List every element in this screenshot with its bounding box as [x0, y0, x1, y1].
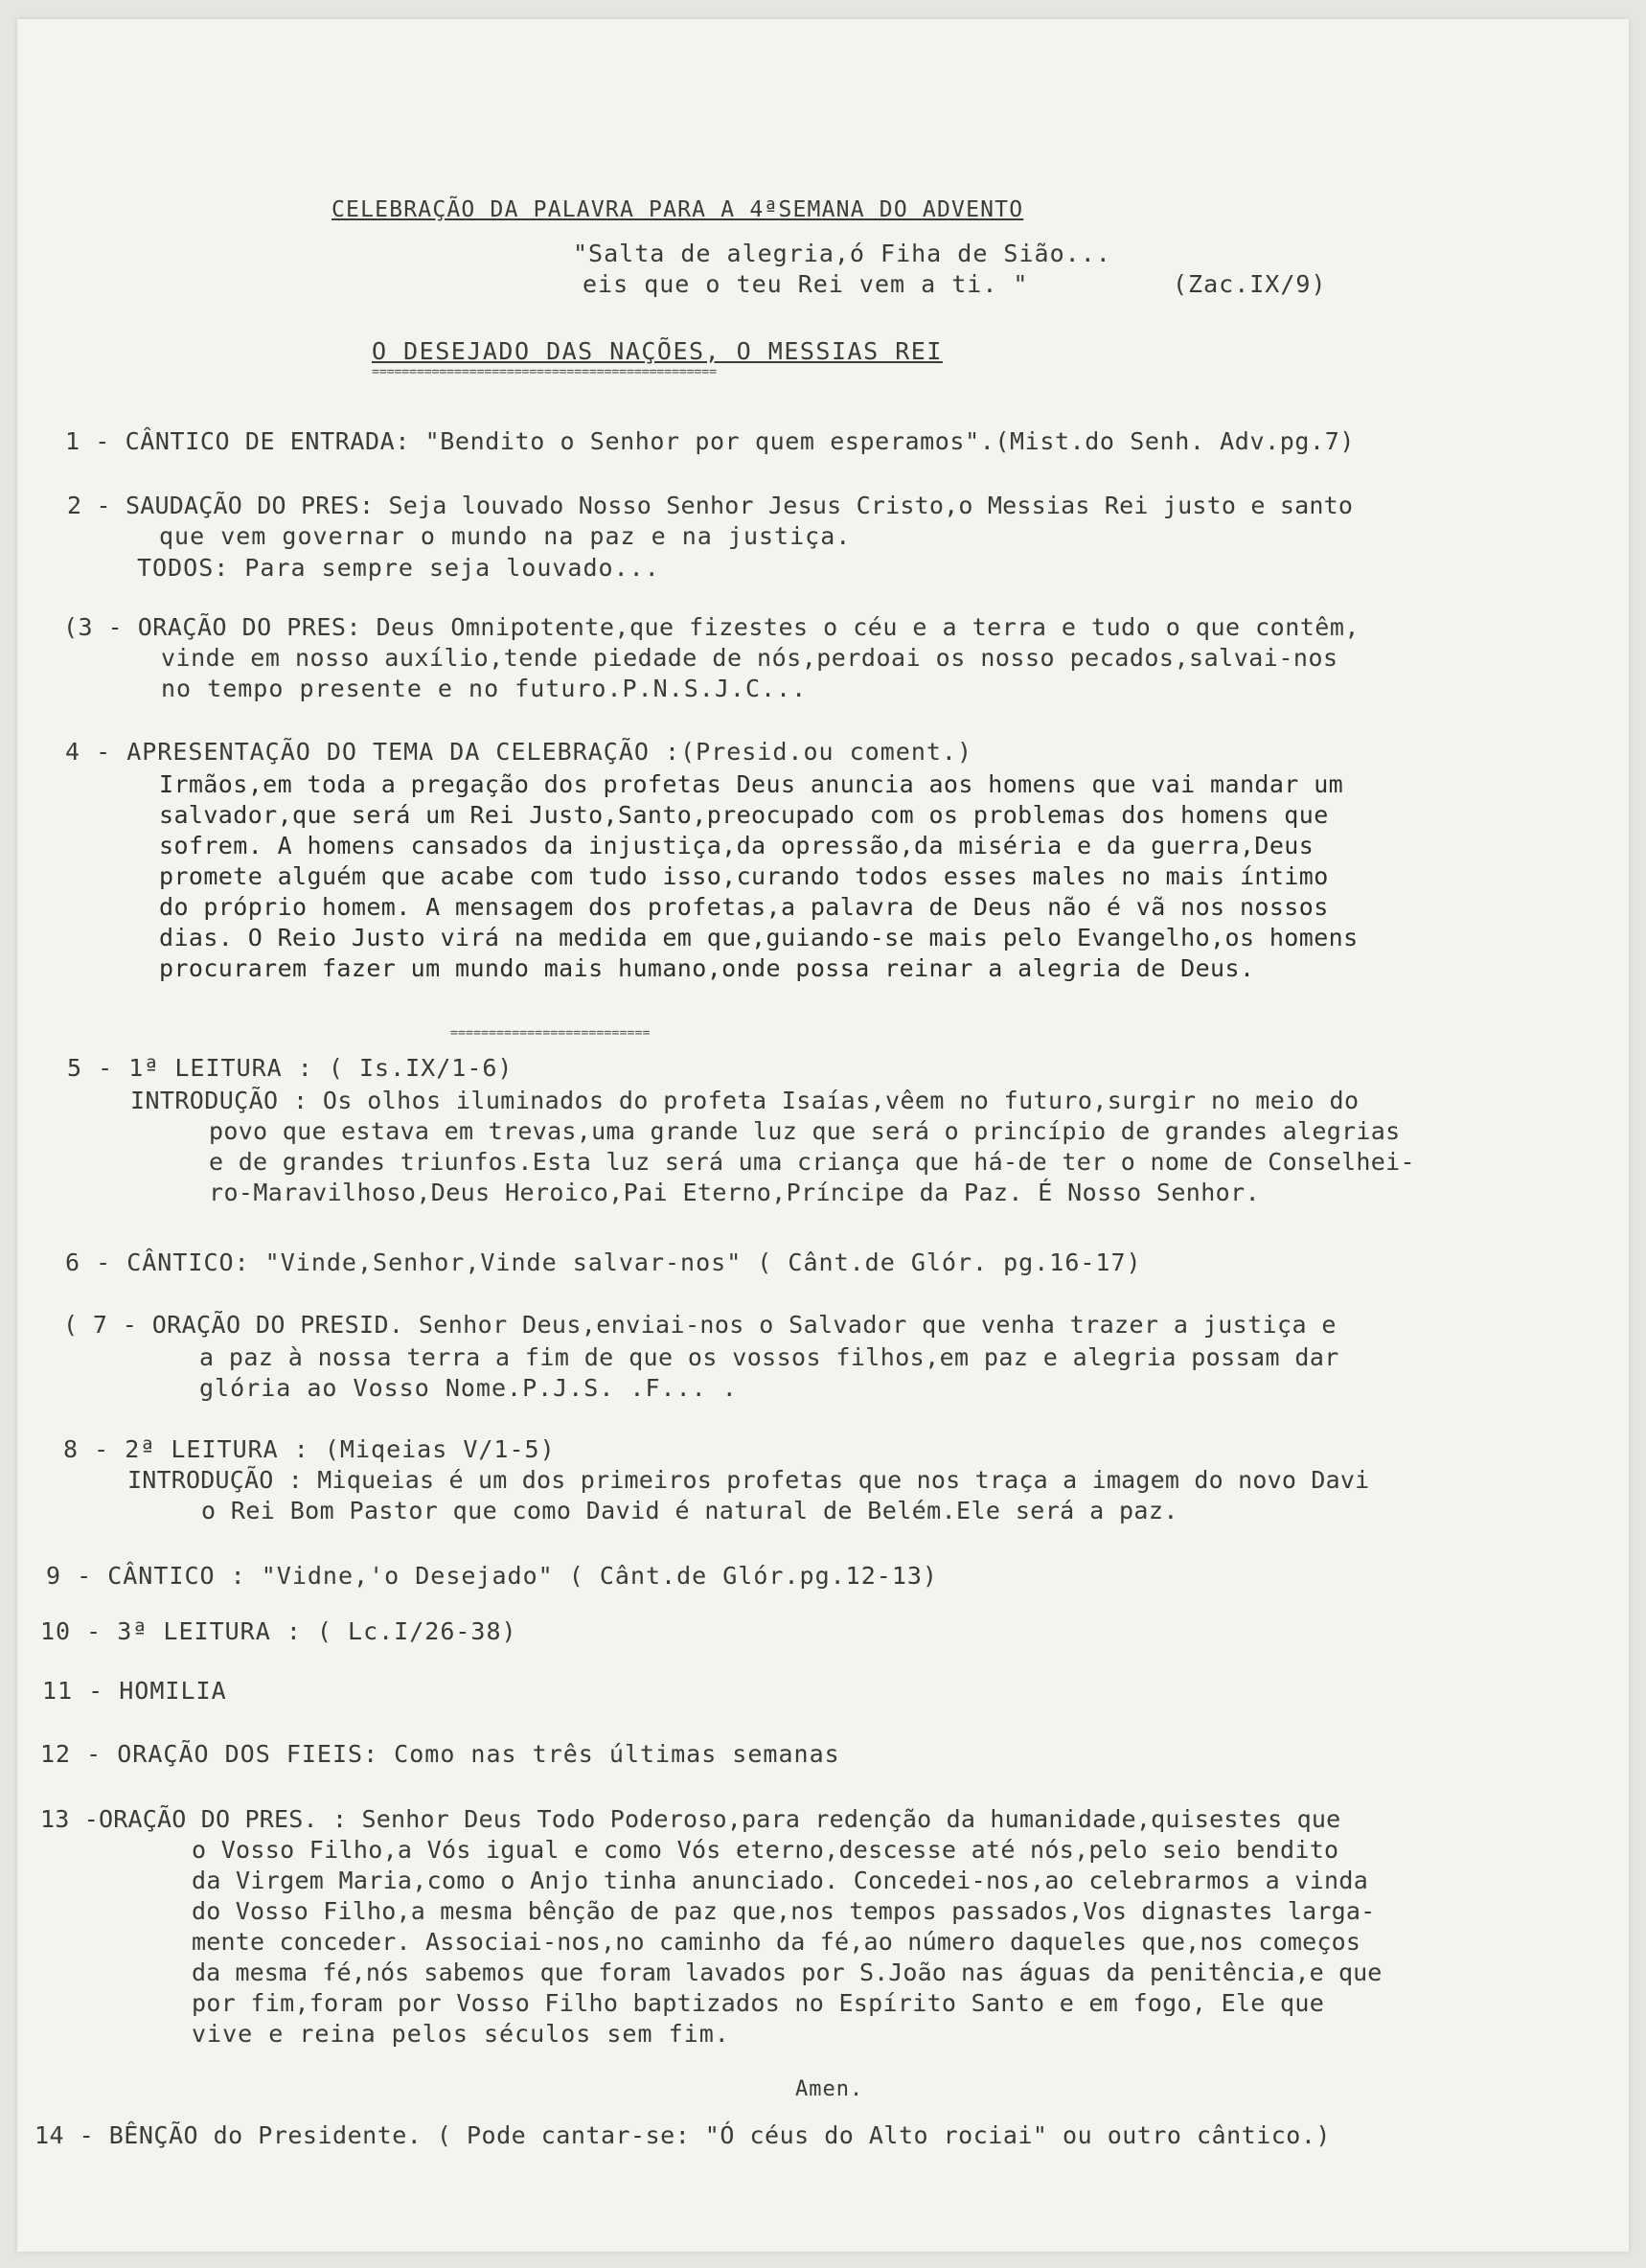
item-13-prayer-line: vive e reina pelos séculos sem fim.: [192, 2020, 730, 2048]
document-page: [17, 19, 1629, 2252]
amen-response: Amen.: [795, 2077, 864, 2101]
item-4-text-line: salvador,que será um Rei Justo,Santo,preocupado com os problemas dos homens que: [159, 801, 1329, 829]
epigraph-line: "Salta de alegria,ó Fiha de Sião...: [573, 240, 1111, 267]
item-4-text-line: dias. O Reio Justo virá na medida em que,guiando-se mais pelo Evangelho,os homens: [159, 924, 1359, 951]
item-10-gospel-reading: 10 - 3ª LEITURA : ( Lc.I/26-38): [40, 1617, 517, 1645]
item-2-greeting: 2 - SAUDAÇÃO DO PRES: Seja louvado Nosso Senhor Jesus Cristo,o Messias Rei justo e santo: [67, 492, 1354, 519]
item-13-prayer-line: o Vosso Filho,a Vós igual e como Vós eterno,descesse até nós,pelo seio bendito: [192, 1836, 1339, 1864]
subtitle-rule: ==============================================: [372, 365, 718, 379]
item-8-second-reading: 8 - 2ª LEITURA : (Miqeias V/1-5): [63, 1435, 556, 1463]
epigraph-reference: (Zac.IX/9): [1173, 270, 1327, 298]
item-13-prayer-line: da Virgem Maria,como o Anjo tinha anunciado. Concedei-nos,ao celebrarmos a vinda: [192, 1867, 1369, 1894]
item-3-opening-prayer: (3 - ORAÇÃO DO PRES: Deus Omnipotente,que fizestes o céu e a terra e tudo o que contêm,: [63, 613, 1360, 641]
item-8-introduction: INTRODUÇÃO : Miqueias é um dos primeiros profetas que nos traça a imagem do novo Davi: [127, 1466, 1370, 1494]
epigraph-line: eis que o teu Rei vem a ti. ": [583, 270, 1029, 298]
item-4-theme-presentation: 4 - APRESENTAÇÃO DO TEMA DA CELEBRAÇÃO :(Presid.ou coment.): [65, 738, 973, 766]
item-5-text-line: ro-Maravilhoso,Deus Heroico,Pai Eterno,Príncipe da Paz. É Nosso Senhor.: [209, 1179, 1261, 1206]
item-13-prayer-line: mente conceder. Associai-nos,no caminho da fé,ao número daqueles que,nos começos: [192, 1928, 1361, 1956]
item-5-first-reading: 5 - 1ª LEITURA : ( Is.IX/1-6): [67, 1054, 514, 1082]
item-5-text-line: e de grandes triunfos.Esta luz será uma criança que há-de ter o nome de Conselhei-: [209, 1148, 1415, 1176]
item-7-presider-prayer: ( 7 - ORAÇÃO DO PRESID. Senhor Deus,enviai-nos o Salvador que venha trazer a justiça e: [63, 1311, 1337, 1339]
item-2-greeting-line: que vem governar o mundo na paz e na justiça.: [159, 522, 852, 550]
item-4-text-line: do próprio homem. A mensagem dos profetas,a palavra de Deus não é vã nos nossos: [159, 893, 1329, 921]
item-5-text-line: povo que estava em trevas,uma grande luz que será o princípio de grandes alegrias: [209, 1117, 1401, 1145]
item-13-prayer-line: da mesma fé,nós sabemos que foram lavados por S.João nas águas da penitência,e que: [192, 1959, 1383, 1986]
item-13-closing-prayer: 13 -ORAÇÃO DO PRES. : Senhor Deus Todo Poderoso,para redenção da humanidade,quisestes que: [40, 1805, 1341, 1833]
document-title: CELEBRAÇÃO DA PALAVRA PARA A 4ªSEMANA DO ADVENTO: [331, 197, 1024, 222]
item-4-text-line: promete alguém que acabe com tudo isso,curando todos esses males no mais íntimo: [159, 862, 1329, 890]
item-8-text-line: o Rei Bom Pastor que como David é natural de Belém.Ele será a paz.: [201, 1497, 1178, 1524]
item-7-prayer-line: glória ao Vosso Nome.P.J.S. .F... .: [199, 1374, 738, 1402]
item-4-text-line: sofrem. A homens cansados da injustiça,da opressão,da miséria e da guerra,Deus: [159, 832, 1315, 859]
item-5-introduction: INTRODUÇÃO : Os olhos iluminados do profeta Isaías,vêem no futuro,surgir no meio do: [130, 1087, 1360, 1114]
item-3-prayer-line: no tempo presente e no futuro.P.N.S.J.C...: [161, 675, 808, 702]
item-9-hymn: 9 - CÂNTICO : "Vidne,'o Desejado" ( Cânt.de Glór.pg.12-13): [46, 1562, 938, 1590]
item-1-entrance-hymn: 1 - CÂNTICO DE ENTRADA: "Bendito o Senhor por quem esperamos".(Mist.do Senh. Adv.pg.7): [65, 427, 1356, 455]
item-13-prayer-line: do Vosso Filho,a mesma bênção de paz que,nos tempos passados,Vos dignastes larga-: [192, 1897, 1376, 1925]
item-13-prayer-line: por fim,foram por Vosso Filho baptizados no Espírito Santo e em fogo, Ele que: [192, 1989, 1325, 2017]
section-divider: ==========================: [450, 1026, 651, 1041]
item-6-hymn: 6 - CÂNTICO: "Vinde,Senhor,Vinde salvar-nos" ( Cânt.de Glór. pg.16-17): [65, 1249, 1142, 1276]
item-2-response: TODOS: Para sempre seja louvado...: [137, 554, 660, 582]
item-4-text-line: procurarem fazer um mundo mais humano,onde possa reinar a alegria de Deus.: [159, 954, 1255, 982]
document-subtitle: O DESEJADO DAS NAÇÕES, O MESSIAS REI: [372, 337, 943, 365]
item-14-blessing: 14 - BÊNÇÃO do Presidente. ( Pode cantar-se: "Ó céus do Alto rociai" ou outro cântico.): [34, 2121, 1331, 2149]
item-3-prayer-line: vinde em nosso auxílio,tende piedade de nós,perdoai os nosso pecados,salvai-nos: [161, 644, 1338, 672]
item-4-text-line: Irmãos,em toda a pregação dos profetas Deus anuncia aos homens que vai mandar um: [159, 770, 1344, 798]
item-7-prayer-line: a paz à nossa terra a fim de que os vossos filhos,em paz e alegria possam dar: [199, 1343, 1339, 1371]
item-12-prayer-of-faithful: 12 - ORAÇÃO DOS FIEIS: Como nas três últimas semanas: [40, 1740, 840, 1768]
item-11-homily: 11 - HOMILIA: [42, 1677, 227, 1705]
